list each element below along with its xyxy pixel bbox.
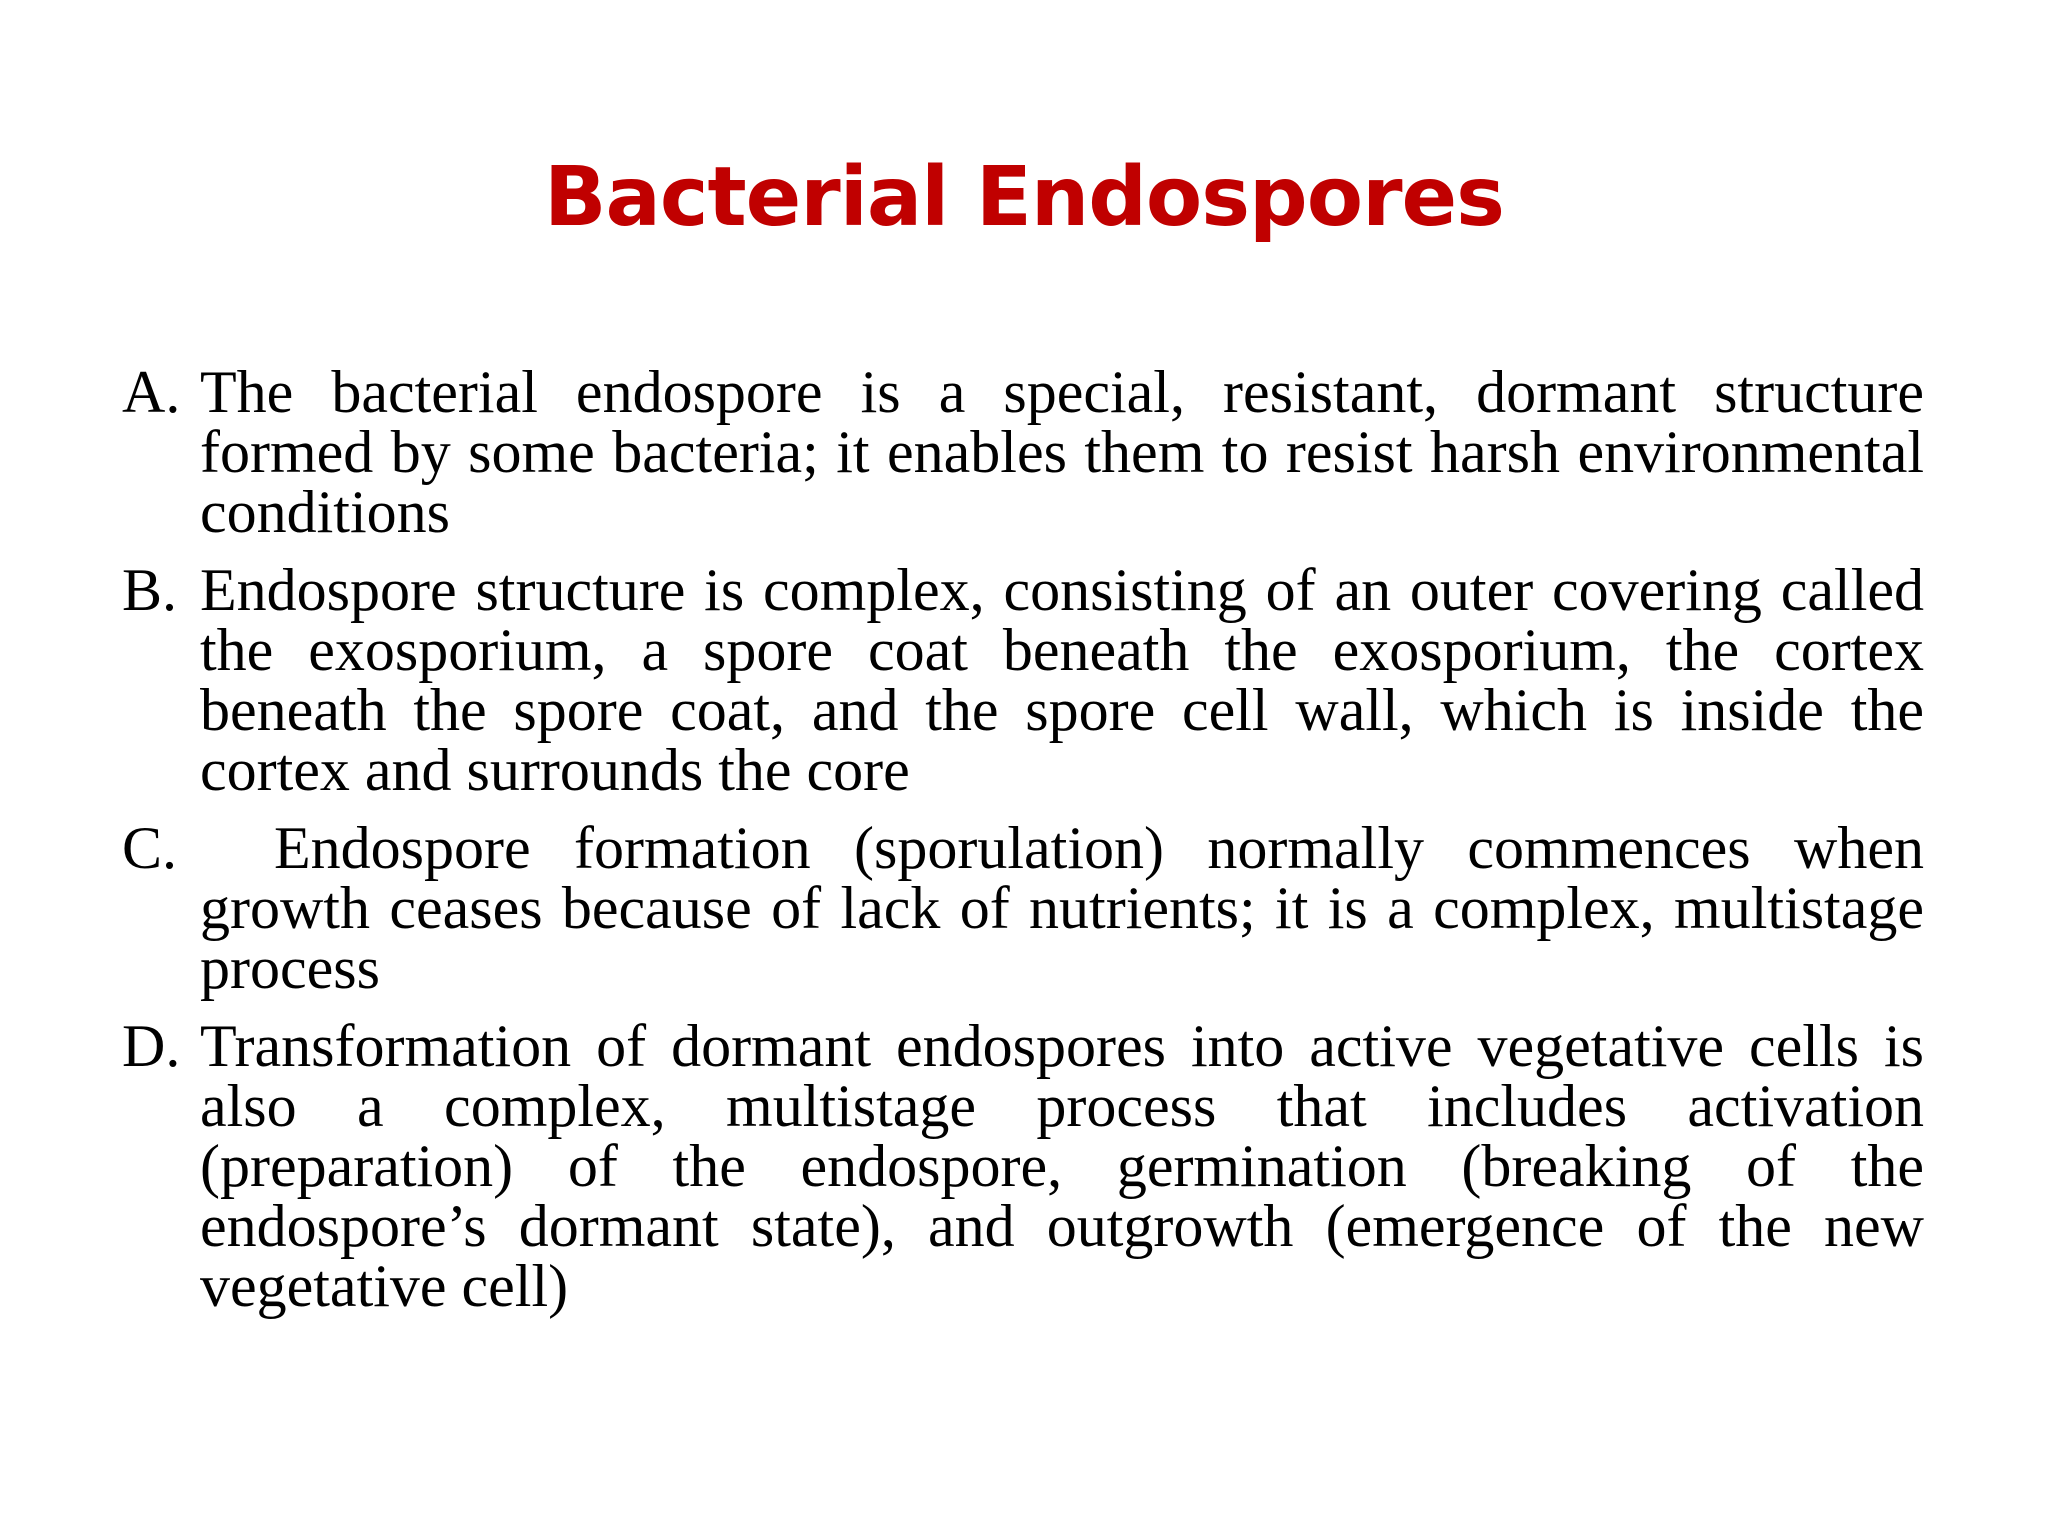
bullet-list (122, 359, 1924, 1334)
list-marker: C. (122, 815, 178, 881)
list-item-c (122, 815, 1924, 1001)
list-marker: B. (122, 557, 178, 623)
list-item-d (122, 1013, 1924, 1319)
list-item-text: The bacterial endospore is a special, resistant, dormant structure formed by some bacteria; it enables them to resist harsh environmental conditions (200, 359, 1924, 545)
list-item-text: Transformation of dormant endospores into active vegetative cells is also a complex, multistage process that includes activation (preparation) of the endospore, germination (breaking of the endospore’s dormant state), and outgrowth (emergence of the new vegetative cell) (200, 1013, 1924, 1319)
list-item-text: Endospore formation (sporulation) normally commences when growth ceases because of lack of nutrients; it is a complex, multistage process (200, 815, 1924, 1001)
list-marker: A. (122, 359, 181, 425)
list-item-b (122, 557, 1924, 803)
list-item-a (122, 359, 1924, 545)
list-item-text: Endospore structure is complex, consisting of an outer covering called the exosporium, a spore coat beneath the exosporium, the cortex beneath the spore coat, and the spore cell wall, which is inside the cortex and surrounds the core (200, 557, 1924, 803)
slide-title: Bacterial Endospores (544, 150, 1504, 245)
list-marker: D. (122, 1013, 181, 1079)
